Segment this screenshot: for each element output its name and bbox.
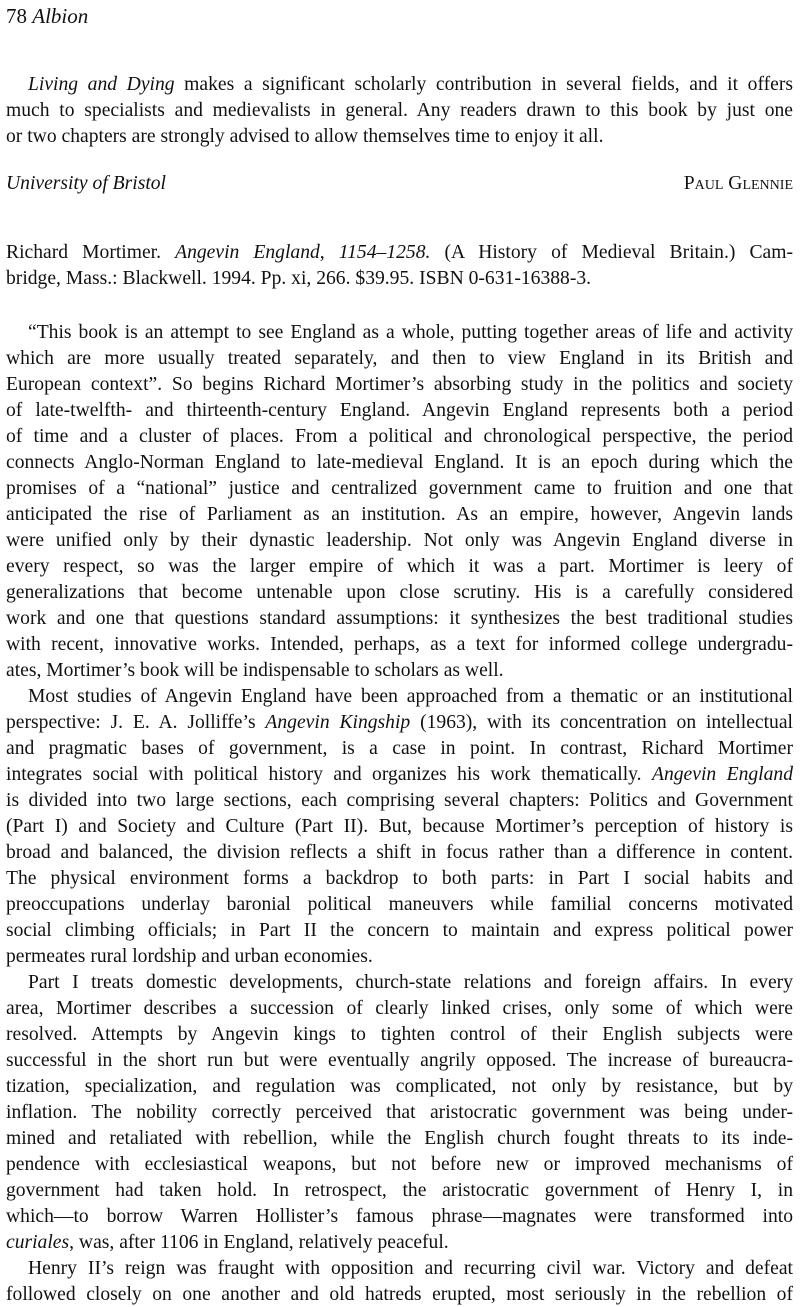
p3-line: inflation. The nobility correctly perceived that aristocratic government was being under-: [6, 1102, 793, 1123]
p4-line: Henry II’s reign was fraught with opposition and recurring civil war. Victory and defeat: [28, 1258, 793, 1279]
p1-line: of time and a cluster of places. From a political and chronological perspective, the period: [6, 426, 793, 447]
book-title-italic: Living and Dying: [28, 74, 175, 95]
reviewer-affiliation: University of Bristol: [6, 173, 167, 194]
p2-line: The physical environment forms a backdrop to both parts: in Part I social habits and: [6, 868, 793, 889]
running-head: [6, 4, 88, 29]
p3-line: curiales, was, after 1106 in England, relatively peaceful.: [6, 1232, 449, 1253]
p2-line: social climbing officials; in Part II the concern to maintain and express political power: [6, 920, 793, 941]
p1-line: connects Anglo-Norman England to late-medieval England. It is an epoch during which the: [6, 452, 793, 473]
citation-author: Richard Mortimer.: [6, 242, 176, 263]
p3-line: successful in the short run but were eventually angrily opposed. The increase of bureaucra-: [6, 1050, 793, 1071]
p3-line: pendence with ecclesiastical weapons, but not before new or improved mechanisms of: [6, 1154, 793, 1175]
term-italic: curiales: [6, 1232, 70, 1253]
p1-line: work and one that questions standard assumptions: it synthesizes the best traditional studies: [6, 608, 793, 629]
p3-line: Part I treats domestic developments, church-state relations and foreign affairs. In every: [28, 972, 793, 993]
reviewer-name: Paul Glennie: [683, 173, 793, 194]
p1-line: of late-twelfth- and thirteenth-century England. Angevin England represents both a period: [6, 400, 793, 421]
p1-line: “This book is an attempt to see England as a whole, putting together areas of life and activity: [28, 322, 793, 343]
book-title-italic: Angevin England: [652, 764, 793, 785]
p2-line: (Part I) and Society and Culture (Part II). But, because Mortimer’s perception of history is: [6, 816, 793, 837]
p2-line: perspective: J. E. A. Jolliffe’s Angevin Kingship (1963), with its concentration on intellectual: [6, 712, 793, 733]
p2-line: integrates social with political history and organizes his work thematically. Angevin England: [6, 764, 793, 785]
p3-line: resolved. Attempts by Angevin kings to tighten control of their English subjects were: [6, 1024, 793, 1045]
review-one-line-2: much to specialists and medievalists in general. Any readers drawn to this book by just one: [6, 100, 793, 121]
review-one-line-1: Living and Dying makes a significant scholarly contribution in several fields, and it offers: [28, 74, 793, 95]
p2-line: and pragmatic bases of government, is a case in point. In contrast, Richard Mortimer: [6, 738, 793, 759]
p3-line: mined and retaliated with rebellion, while the English church fought threats to its inde-: [6, 1128, 793, 1149]
citation-line-2: bridge, Mass.: Blackwell. 1994. Pp. xi, 266. $39.95. ISBN 0-631-16388-3.: [6, 268, 592, 289]
p2-line: broad and balanced, the division reflects a shift in focus rather than a difference in content.: [6, 842, 793, 863]
citation-title: Angevin England, 1154–1258.: [175, 242, 431, 263]
p2-line: is divided into two large sections, each comprising several chapters: Politics and Government: [6, 790, 793, 811]
p1-line: which are more usually treated separately, and then to view England in its British and: [6, 348, 793, 369]
p1-line: European context”. So begins Richard Mortimer’s absorbing study in the politics and society: [6, 374, 793, 395]
cited-work-title: Angevin Kingship: [265, 712, 411, 733]
p1-line: every respect, so was the larger empire of which it was a part. Mortimer is leery of: [6, 556, 793, 577]
p1-line: anticipated the rise of Parliament as an institution. As an empire, however, Angevin lands: [6, 504, 793, 525]
p2-line: Most studies of Angevin England have been approached from a thematic or an institutional: [28, 686, 793, 707]
p3-line: tization, specialization, and regulation was complicated, not only by resistance, but by: [6, 1076, 793, 1097]
journal-title: Albion: [32, 4, 89, 28]
p2-line: permeates rural lordship and urban economies.: [6, 946, 373, 967]
p1-line: with recent, innovative works. Intended, perhaps, as a text for informed college undergradu-: [6, 634, 793, 655]
p1-line: ates, Mortimer’s book will be indispensable to scholars as well.: [6, 660, 504, 681]
p3-line: government had taken hold. In retrospect, the aristocratic government of Henry I, in: [6, 1180, 793, 1201]
p1-line: promises of a “national” justice and centralized government came to fruition and one that: [6, 478, 793, 499]
p1-line: generalizations that become untenable upon close scrutiny. His is a carefully considered: [6, 582, 793, 603]
p1-line: were unified only by their dynastic leadership. Not only was Angevin England diverse in: [6, 530, 793, 551]
citation-line-1: Richard Mortimer. Angevin England, 1154–1258. (A History of Medieval Britain.) Cam-: [6, 242, 794, 263]
page-number: 78: [6, 4, 27, 28]
review-one-line-3: or two chapters are strongly advised to allow themselves time to enjoy it all.: [6, 126, 604, 147]
p3-line: area, Mortimer describes a succession of clearly linked crises, only some of which were: [6, 998, 793, 1019]
p3-line: which—to borrow Warren Hollister’s famous phrase—magnates were transformed into: [6, 1206, 793, 1227]
p4-line: followed closely on one another and old hatreds erupted, most seriously in the rebellion of: [6, 1284, 793, 1305]
p2-line: preoccupations underlay baronial political maneuvers while familial concerns motivated: [6, 894, 793, 915]
